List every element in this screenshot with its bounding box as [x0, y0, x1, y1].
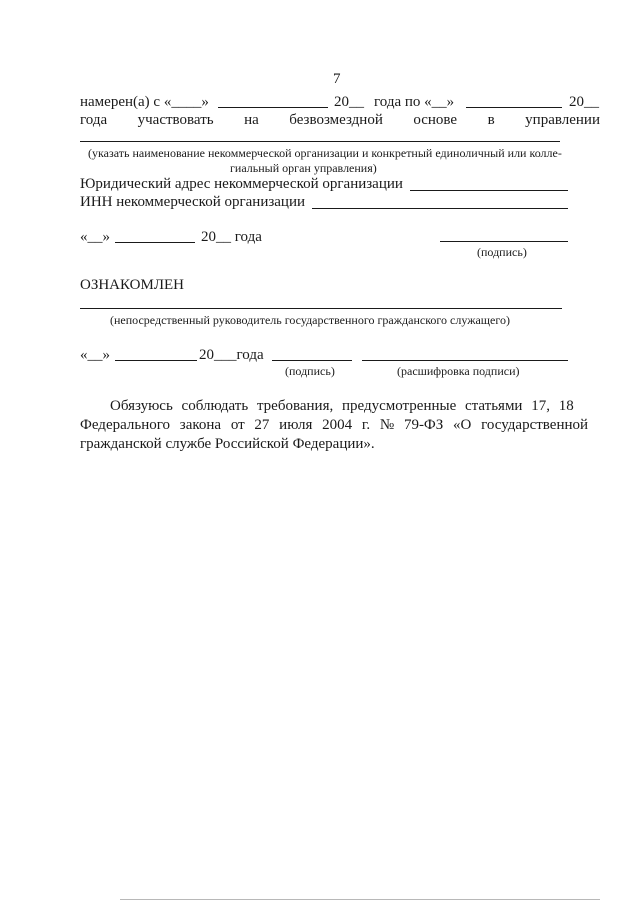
org-caption-line-1: (указать наименование некоммерческой организации и конкретный единоличный или колле- — [88, 146, 562, 160]
intent-mid-text: года по «__» — [374, 94, 455, 110]
acquainted-heading: ОЗНАКОМЛЕН — [80, 277, 184, 293]
intent-word: основе — [413, 112, 458, 128]
scan-edge-artifact — [120, 899, 600, 900]
legal-address-line[interactable] — [410, 190, 568, 191]
intent-start-text: намерен(а) с «____» — [80, 94, 209, 110]
org-caption-line-2: гиальный орган управления) — [230, 161, 377, 175]
intent-start-date-blank[interactable] — [218, 107, 328, 108]
intent-word: года — [80, 112, 108, 128]
intent-word: участвовать — [137, 112, 214, 128]
date-2-day: «__» — [80, 347, 110, 363]
signature-1-caption: (подпись) — [477, 245, 527, 259]
signature-2-line[interactable] — [272, 360, 352, 361]
intent-year-b: 20__ — [569, 94, 599, 110]
decoding-caption: (расшифровка подписи) — [397, 364, 520, 378]
decoding-line[interactable] — [362, 360, 568, 361]
organization-name-line[interactable] — [80, 141, 560, 142]
intent-end-date-blank[interactable] — [466, 107, 562, 108]
supervisor-line[interactable] — [80, 308, 562, 309]
signature-2-caption: (подпись) — [285, 364, 335, 378]
page-number: 7 — [333, 71, 341, 87]
intent-line-2 — [80, 111, 600, 129]
supervisor-caption: (непосредственный руководитель государственного гражданского служащего) — [110, 313, 510, 327]
intent-line-1 — [80, 93, 600, 111]
intent-word: в — [487, 112, 495, 128]
signature-1-line[interactable] — [440, 241, 568, 242]
inn-line[interactable] — [312, 208, 568, 209]
obligation-line-1 — [110, 397, 600, 416]
obligation-line-2: Федерального закона от 27 июля 2004 г. № 79-ФЗ «О государственной — [80, 417, 589, 433]
date-1-day: «__» — [80, 229, 110, 245]
date-2-month-blank[interactable] — [115, 360, 197, 361]
obligation-line-3: гражданской службе Российской Федерации». — [80, 436, 375, 452]
date-2-year: 20___года — [199, 347, 264, 363]
intent-year-a: 20__ — [334, 94, 364, 110]
date-1-year: 20__ года — [201, 229, 262, 245]
intent-word: на — [244, 112, 259, 128]
obligation-line-1-text: Обязуюсь соблюдать требования, предусмотренные статьями 17, 18 — [110, 398, 574, 414]
legal-address-label: Юридический адрес некоммерческой организации — [80, 176, 403, 192]
intent-word: безвозмездной — [289, 112, 383, 128]
date-1-month-blank[interactable] — [115, 242, 195, 243]
intent-word: управлении — [525, 112, 600, 128]
inn-label: ИНН некоммерческой организации — [80, 194, 306, 210]
